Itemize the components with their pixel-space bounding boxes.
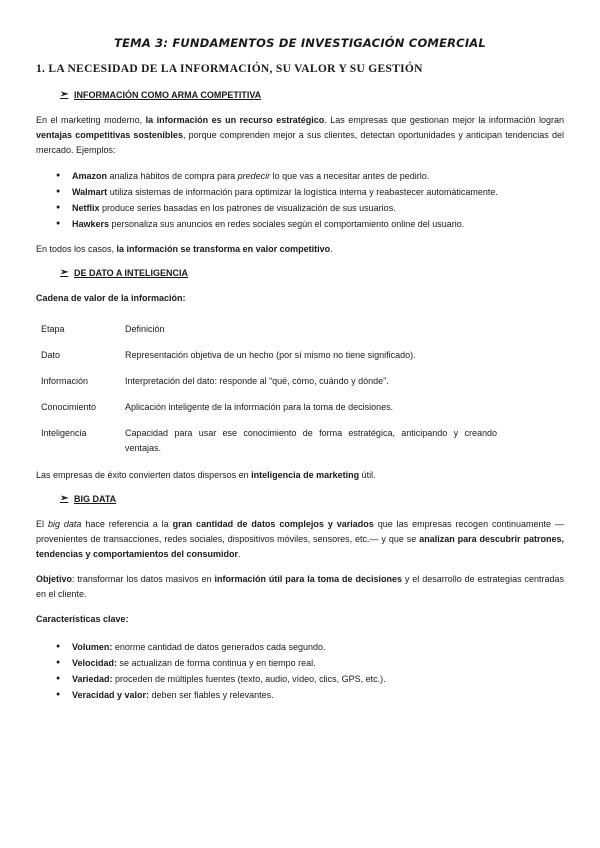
- list-item: ● Variedad: proceden de múltiples fuentes (texto, audio, vídeo, clics, GPS, etc.).: [36, 671, 564, 687]
- paragraph-conclusion: En todos los casos, la información se transforma en valor competitivo.: [36, 244, 333, 254]
- table-cell-definition: Interpretación del dato: responde al “qué, cómo, cuándo y dónde”.: [125, 376, 389, 386]
- table-cell-stage: Información: [41, 376, 89, 386]
- bold-text: la información es un recurso estratégico: [145, 115, 325, 125]
- document-page: [36, 36, 564, 713]
- table-cell-definition: Capacidad para usar ese conocimiento de forma estratégica, anticipando y creando ventajas.: [125, 428, 497, 453]
- paragraph-objetivo: Objetivo: transformar los datos masivos en información útil para la toma de decisiones y el desarrollo de estrategias centradas en el cliente.: [36, 574, 564, 599]
- list-item: ● Hawkers personaliza sus anuncios en redes sociales según el comportamiento online del usuario.: [36, 216, 564, 232]
- arrow-bullet-icon: ➢: [60, 89, 69, 100]
- section-heading: 1. LA NECESIDAD DE LA INFORMACIÓN, SU VALOR Y SU GESTIÓN: [36, 63, 423, 75]
- bold-text: ventajas competitivas sostenibles: [36, 130, 183, 140]
- table-header-row: [41, 322, 564, 337]
- value-chain-table: [41, 322, 564, 456]
- paragraph-bigdata: El big data hace referencia a la gran cantidad de datos complejos y variados que las empresas recogen continuamente —provenientes de transacciones, redes sociales, dispositivos móviles, sensores, etc.— y que se analizan para descubrir patrones, tendencias y comportamientos del consumidor.: [36, 519, 564, 559]
- table-header-cell: Etapa: [41, 324, 65, 334]
- table-cell-stage: Inteligencia: [41, 428, 87, 438]
- list-item: ● Volumen: enorme cantidad de datos generados cada segundo.: [36, 639, 564, 655]
- paragraph-inteligencia: Las empresas de éxito convierten datos dispersos en inteligencia de marketing útil.: [36, 470, 376, 480]
- arrow-bullet-icon: ➢: [60, 493, 69, 504]
- table-cell-definition: Aplicación inteligente de la información para la toma de decisiones.: [125, 402, 394, 412]
- list-item: ● Walmart utiliza sistemas de información para optimizar la logística interna y reabastecer automáticamente.: [36, 184, 564, 200]
- list-item: ● Netflix produce series basadas en los patrones de visualización de sus usuarios.: [36, 200, 564, 216]
- list-item: ● Velocidad: se actualizan de forma continua y en tiempo real.: [36, 655, 564, 671]
- features-list: [36, 639, 564, 703]
- subsection-title: INFORMACIÓN COMO ARMA COMPETITIVA: [74, 89, 262, 100]
- list-item: ● Amazon analiza hábitos de compra para predecir lo que vas a necesitar antes de pedirlo.: [36, 168, 564, 184]
- list-item: ● Veracidad y valor: deben ser fiables y relevantes.: [36, 687, 564, 703]
- paragraph-cadena: Cadena de valor de la información:: [36, 293, 186, 303]
- document-title: TEMA 3: FUNDAMENTOS DE INVESTIGACIÓN COMERCIAL: [114, 36, 486, 50]
- table-row: [41, 374, 564, 389]
- table-row: [41, 426, 564, 456]
- table-cell-definition: Representación objetiva de un hecho (por sí mismo no tiene significado).: [125, 350, 416, 360]
- subsection-heading-bigdata: [60, 493, 564, 504]
- subsection-heading-dato: [60, 267, 564, 278]
- text-run: . Las empresas que gestionan mejor la información logran: [324, 115, 564, 125]
- text-run: En el marketing moderno,: [36, 115, 146, 125]
- paragraph-caracteristicas: Características clave:: [36, 614, 129, 624]
- subsection-title: DE DATO A INTELIGENCIA: [74, 267, 189, 278]
- table-cell-stage: Dato: [41, 350, 61, 360]
- examples-list: [36, 168, 564, 232]
- table-cell-stage: Conocimiento: [41, 402, 97, 412]
- arrow-bullet-icon: ➢: [60, 267, 69, 278]
- subsection-title: BIG DATA: [74, 493, 117, 504]
- table-header-cell: Definición: [125, 324, 165, 334]
- table-row: [41, 400, 564, 415]
- subsection-heading-informacion: [60, 89, 564, 100]
- text-run: , porque comprenden mejor a sus clientes, detectan oportunidades y anticipan tendencias del mercado. Ejemplos:: [36, 130, 564, 155]
- table-row: [41, 348, 564, 363]
- paragraph-intro: [36, 113, 564, 158]
